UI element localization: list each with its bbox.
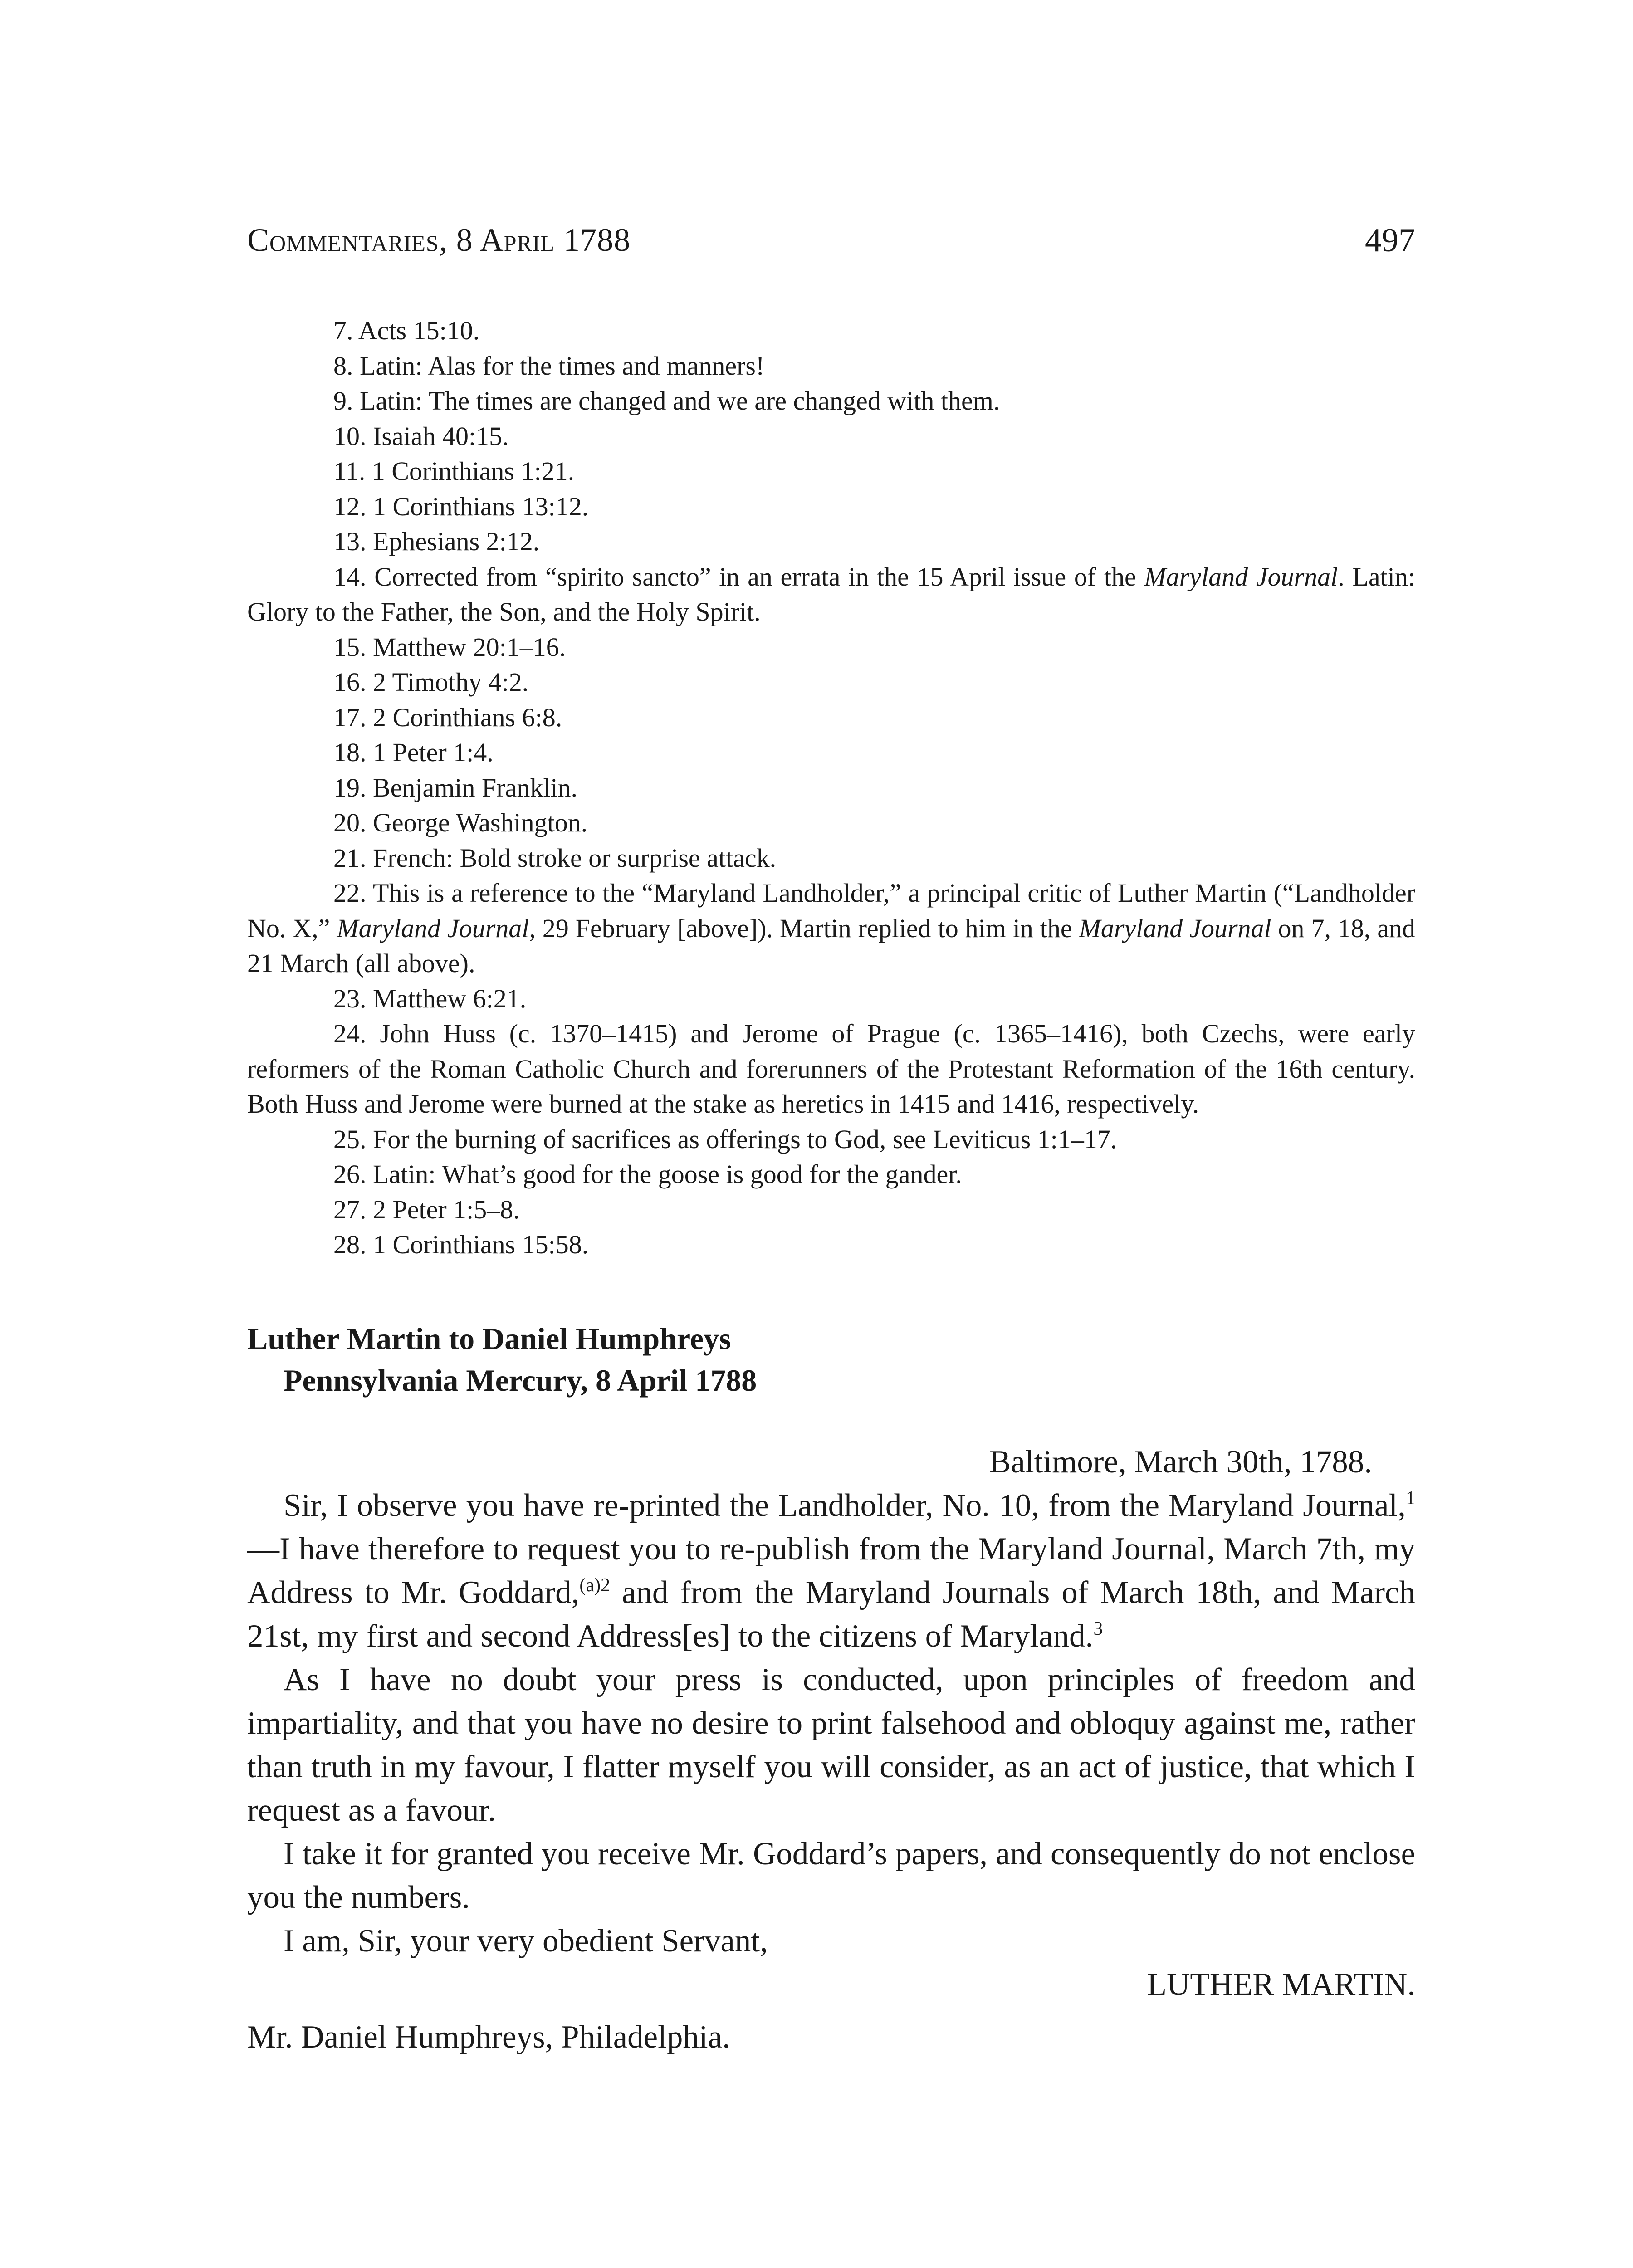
- footnote-ref-2: (a)2: [579, 1575, 610, 1596]
- running-head-mid: , 8: [439, 222, 480, 258]
- note-22-text-c: , 29 February [above]). Martin replied to him in the: [529, 913, 1079, 943]
- note-22-journal-title: Maryland Journal: [337, 913, 529, 943]
- running-head: [247, 221, 631, 259]
- running-head-smallcaps2: pril: [504, 222, 555, 258]
- paragraph-1: [247, 1484, 1415, 1658]
- paragraph-1-text-a: Sir, I observe you have re-printed the Landholder, No. 10, from the Maryland Journal,: [284, 1488, 1406, 1523]
- note: 9. Latin: The times are changed and we are changed with them.: [333, 386, 1000, 415]
- document-heading: [247, 1318, 1415, 1401]
- paragraph-1-text-c: and from the Maryland Journals of March 18th, and March 21st, my first and second Address[es] to the citizens of Maryland.: [247, 1575, 1415, 1654]
- note: 13. Ephesians 2:12.: [333, 527, 540, 556]
- note-14-text-a: 14. Corrected from “spirito sancto” in an errata in the 15 April issue of the: [333, 562, 1144, 591]
- note: 11. 1 Corinthians 1:21.: [333, 456, 575, 486]
- note-22-text-a: 22. This is a reference to the “Maryland Landholder,” a principal critic of Luther Martin (“Landholder No. X,”: [247, 878, 1415, 943]
- note: 16. 2 Timothy 4:2.: [333, 667, 529, 697]
- note: 27. 2 Peter 1:5–8.: [333, 1194, 520, 1224]
- note: 17. 2 Corinthians 6:8.: [333, 702, 562, 732]
- note: 12. 1 Corinthians 13:12.: [333, 491, 589, 521]
- note-14-journal-title: Maryland Journal: [1144, 562, 1338, 591]
- note: 26. Latin: What’s good for the goose is good for the gander.: [333, 1159, 962, 1189]
- note: 24. John Huss (c. 1370–1415) and Jerome of Prague (c. 1365–1416), both Czechs, were early reformers of the Roman Catholic Church and forerunners of the Protestant Reformation of the 16th century. Both Huss and Jerome were burned at the stake as heretics in 1415 and 1416, respectively.: [247, 1019, 1415, 1119]
- document-title: Luther Martin to Daniel Humphreys: [247, 1321, 731, 1356]
- running-head-smallcaps1: ommentaries: [269, 222, 439, 258]
- addressee: Mr. Daniel Humphreys, Philadelphia.: [247, 2019, 730, 2055]
- closing: I am, Sir, your very obedient Servant,: [284, 1923, 768, 1959]
- paragraph-3: I take it for granted you receive Mr. Goddard’s papers, and consequently do not enclose you the numbers.: [247, 1836, 1415, 1915]
- footnote-ref-1: 1: [1406, 1488, 1415, 1509]
- note: 10. Isaiah 40:15.: [333, 421, 509, 451]
- paragraph-1-text-b: —I have therefore to request you to re-publish from the Maryland Journal, March 7th, my Address to Mr. Goddard,: [247, 1531, 1415, 1610]
- document-subtitle: Pennsylvania Mercury, 8 April 1788: [284, 1363, 757, 1398]
- note: 15. Matthew 20:1–16.: [333, 632, 566, 662]
- paragraph-2: As I have no doubt your press is conducted, upon principles of freedom and impartiality, and that you have no desire to print falsehood and obloquy against me, rather than truth in my favour, I flatter myself you will consider, as an act of justice, that which I request as a favour.: [247, 1662, 1415, 1828]
- note: 7. Acts 15:10.: [333, 316, 480, 345]
- note-22-journal-title-2: Maryland Journal: [1079, 913, 1271, 943]
- note: 18. 1 Peter 1:4.: [333, 738, 494, 767]
- note-22-text-e: on 7, 18, and 21 March (all above).: [247, 913, 1416, 978]
- note: 21. French: Bold stroke or surprise attack.: [333, 843, 777, 873]
- signature: LUTHER MARTIN.: [1147, 1967, 1415, 2002]
- running-head-cap1: C: [247, 222, 270, 258]
- note: 19. Benjamin Franklin.: [333, 772, 578, 802]
- note-22: [247, 875, 1415, 981]
- dateline: Baltimore, March 30th, 1788.: [989, 1444, 1372, 1480]
- page-number: 497: [1365, 222, 1415, 259]
- note: 23. Matthew 6:21.: [333, 983, 527, 1013]
- note: 25. For the burning of sacrifices as offerings to God, see Leviticus 1:1–17.: [333, 1124, 1117, 1154]
- note: 28. 1 Corinthians 15:58.: [333, 1230, 589, 1259]
- running-head-end: 1788: [555, 222, 631, 258]
- page-header: [247, 221, 1415, 271]
- running-head-cap2: A: [479, 222, 504, 258]
- note-14-text-c: . Latin: Glory to the Father, the Son, and the Holy Spirit.: [247, 562, 1416, 626]
- footnotes: [247, 313, 1415, 1262]
- note: 8. Latin: Alas for the times and manners!: [333, 351, 765, 381]
- note-14: [247, 559, 1415, 630]
- footnote-ref-3: 3: [1093, 1618, 1103, 1639]
- note: 20. George Washington.: [333, 808, 588, 837]
- letter-body: [247, 1440, 1415, 2059]
